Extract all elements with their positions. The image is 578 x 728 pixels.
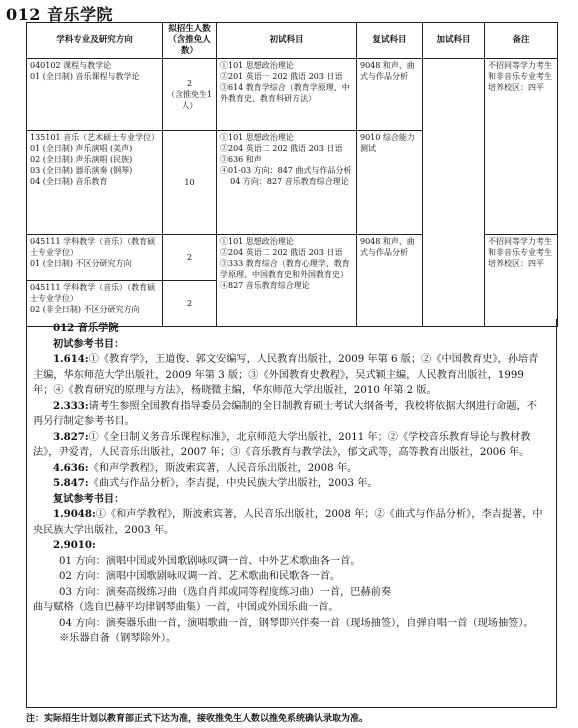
quota-cell: 2 bbox=[163, 235, 217, 281]
remark-cell: 不招同等学力考生和非音乐专业考生 培养校区：四平 bbox=[485, 235, 558, 327]
table-header-row bbox=[27, 23, 558, 59]
exam-cell: ①101 思想政治理论 ②204 英语二 202 俄语 203 日语 ③333 教育综合（教育心理学、教育学原理、中国教育史和外国教育史） ④827 音乐教育综合理论 bbox=[217, 235, 357, 327]
header-remark: 备注 bbox=[485, 23, 558, 59]
header-exam: 初试科目 bbox=[217, 23, 357, 59]
ref-9010-line: 03 方向：演奏高级练习曲（选自肖邦或同等程度练习曲）一首，巴赫前奏 bbox=[59, 586, 392, 598]
retest-cell: 9048 和声、曲式与作品分析 bbox=[357, 235, 423, 327]
major-cell: 135101 音乐（艺术硕士专业学位） 01 (全日制) 声乐演唱 (美声) 02 (全日制) 声乐演唱 (民族) 03 (全日制) 器乐演奏 (钢琴) 04 (全日制) 音乐教育 bbox=[27, 131, 163, 235]
header-quota: 拟招生人数 （含推免人数） bbox=[163, 23, 217, 59]
header-major: 学科专业及研究方向 bbox=[27, 23, 163, 59]
table-row bbox=[27, 59, 558, 131]
major-cell: 040102 课程与教学论 01 (全日制) 音乐课程与教学论 bbox=[27, 59, 163, 131]
ref-item: 1.9048:①《和声学教程》，斯波索宾著，人民音乐出版社，2008 年；②《曲式与作品分析》，李吉提著，中央民族大学出版社，2003 年。 bbox=[33, 508, 543, 536]
major-cell: 045111 学科教学（音乐）（教育硕士专业学位） 02 (非全日制) 不区分研究方向 bbox=[27, 281, 163, 327]
ref-item: 1.614:①《教育学》，王道俊、郭文安编写，人民教育出版社，2009 年第 6 版；②《中国教育史》，孙培青主编，华东师范大学出版社，2009 年第 3 版；③《外国教育史教程》，吴式颖主编，人民教育出版社，1999 年；④《教育研究的原理与方法》，杨晓微主编，华东师范大学出版社，2010 年第 2 版。 bbox=[33, 353, 539, 396]
ref-9010-line: 曲与赋格（选自巴赫平均律钢琴曲集）一首，中国或外国乐曲一首。 bbox=[33, 602, 339, 613]
quota-cell: 2 bbox=[163, 281, 217, 327]
quota-cell: 10 bbox=[163, 131, 217, 235]
ref-item: 5.847:《曲式与作品分析》，李吉提，中央民族大学出版社，2003 年。 bbox=[53, 477, 378, 489]
retest-cell: 9010 综合能力测试 bbox=[357, 131, 423, 235]
header-extra: 加试科目 bbox=[423, 23, 485, 59]
quota-cell: 2 （含推免生1人） bbox=[163, 59, 217, 131]
initial-heading: 初试参考书目： bbox=[53, 337, 125, 350]
reference-books-section bbox=[26, 319, 557, 708]
ref-school: 012 音乐学院 bbox=[53, 322, 119, 334]
ref-9010-line: 04 方向：演奏器乐曲一首，演唱歌曲一首，钢琴即兴伴奏一首（现场抽签），自弹自唱一首（现场抽签）。 bbox=[59, 617, 534, 629]
ref-9010-line: 02 方向：演唱中国歌剧咏叹调一首、艺术歌曲和民歌各一首。 bbox=[59, 571, 341, 582]
ref-9010-code: 2.9010: bbox=[53, 539, 96, 551]
page-title: 012 音乐学院 bbox=[6, 5, 113, 24]
footnote: 注：实际招生计划以教育部正式下达为准，接收推免生人数以推免系统确认录取为准。 bbox=[26, 714, 369, 724]
ref-9010-line: 01 方向：演唱中国或外国歌剧咏叹调一首、中外艺术歌曲各一首。 bbox=[59, 555, 361, 567]
major-cell: 045111 学科教学（音乐）（教育硕士专业学位） 01 (全日制) 不区分研究方向 bbox=[27, 235, 163, 281]
exam-cell: ①101 思想政治理论 ②204 英语二 202 俄语 203 日语 ③636 和声 ④01-03 方向：847 曲式与作品分析 04 方向：827 音乐教育综合理论 bbox=[217, 131, 357, 235]
retest-heading: 复试参考书目： bbox=[53, 492, 125, 505]
retest-cell: 9048 和声、曲式与作品分析 bbox=[357, 59, 423, 131]
admissions-table bbox=[26, 22, 558, 327]
remark-cell: 不招同等学力考生和非音乐专业考生 培养校区：四平 bbox=[485, 59, 558, 235]
ref-item: 4.636:《和声学教程》，斯波索宾著，人民音乐出版社，2008 年。 bbox=[53, 461, 358, 474]
header-retest: 复试科目 bbox=[357, 23, 423, 59]
exam-cell: ①101 思想政治理论 ②201 英语一 202 俄语 203 日语 ③614 教育学综合（教育学原理、中外教育史、教育科研方法） bbox=[217, 59, 357, 131]
extra-cell bbox=[423, 59, 485, 327]
ref-9010-line: ※乐器自备（钢琴除外）。 bbox=[59, 633, 177, 644]
ref-item: 3.827:①《全日制义务音乐课程标准》，北京师范大学出版社，2011 年；②《学校音乐教育导论与教材教法》，尹爱青，人民音乐出版社，2007 年；③《音乐教育与教学法》，郁文武等，高等教育出版社，2006 年。 bbox=[33, 430, 531, 458]
ref-item: 2.333:请考生参照全国教育指导委员会编制的全日制教育硕士考试大纲备考，我校将依据大纲进行命题，不再另行制定参考书目。 bbox=[33, 399, 537, 427]
